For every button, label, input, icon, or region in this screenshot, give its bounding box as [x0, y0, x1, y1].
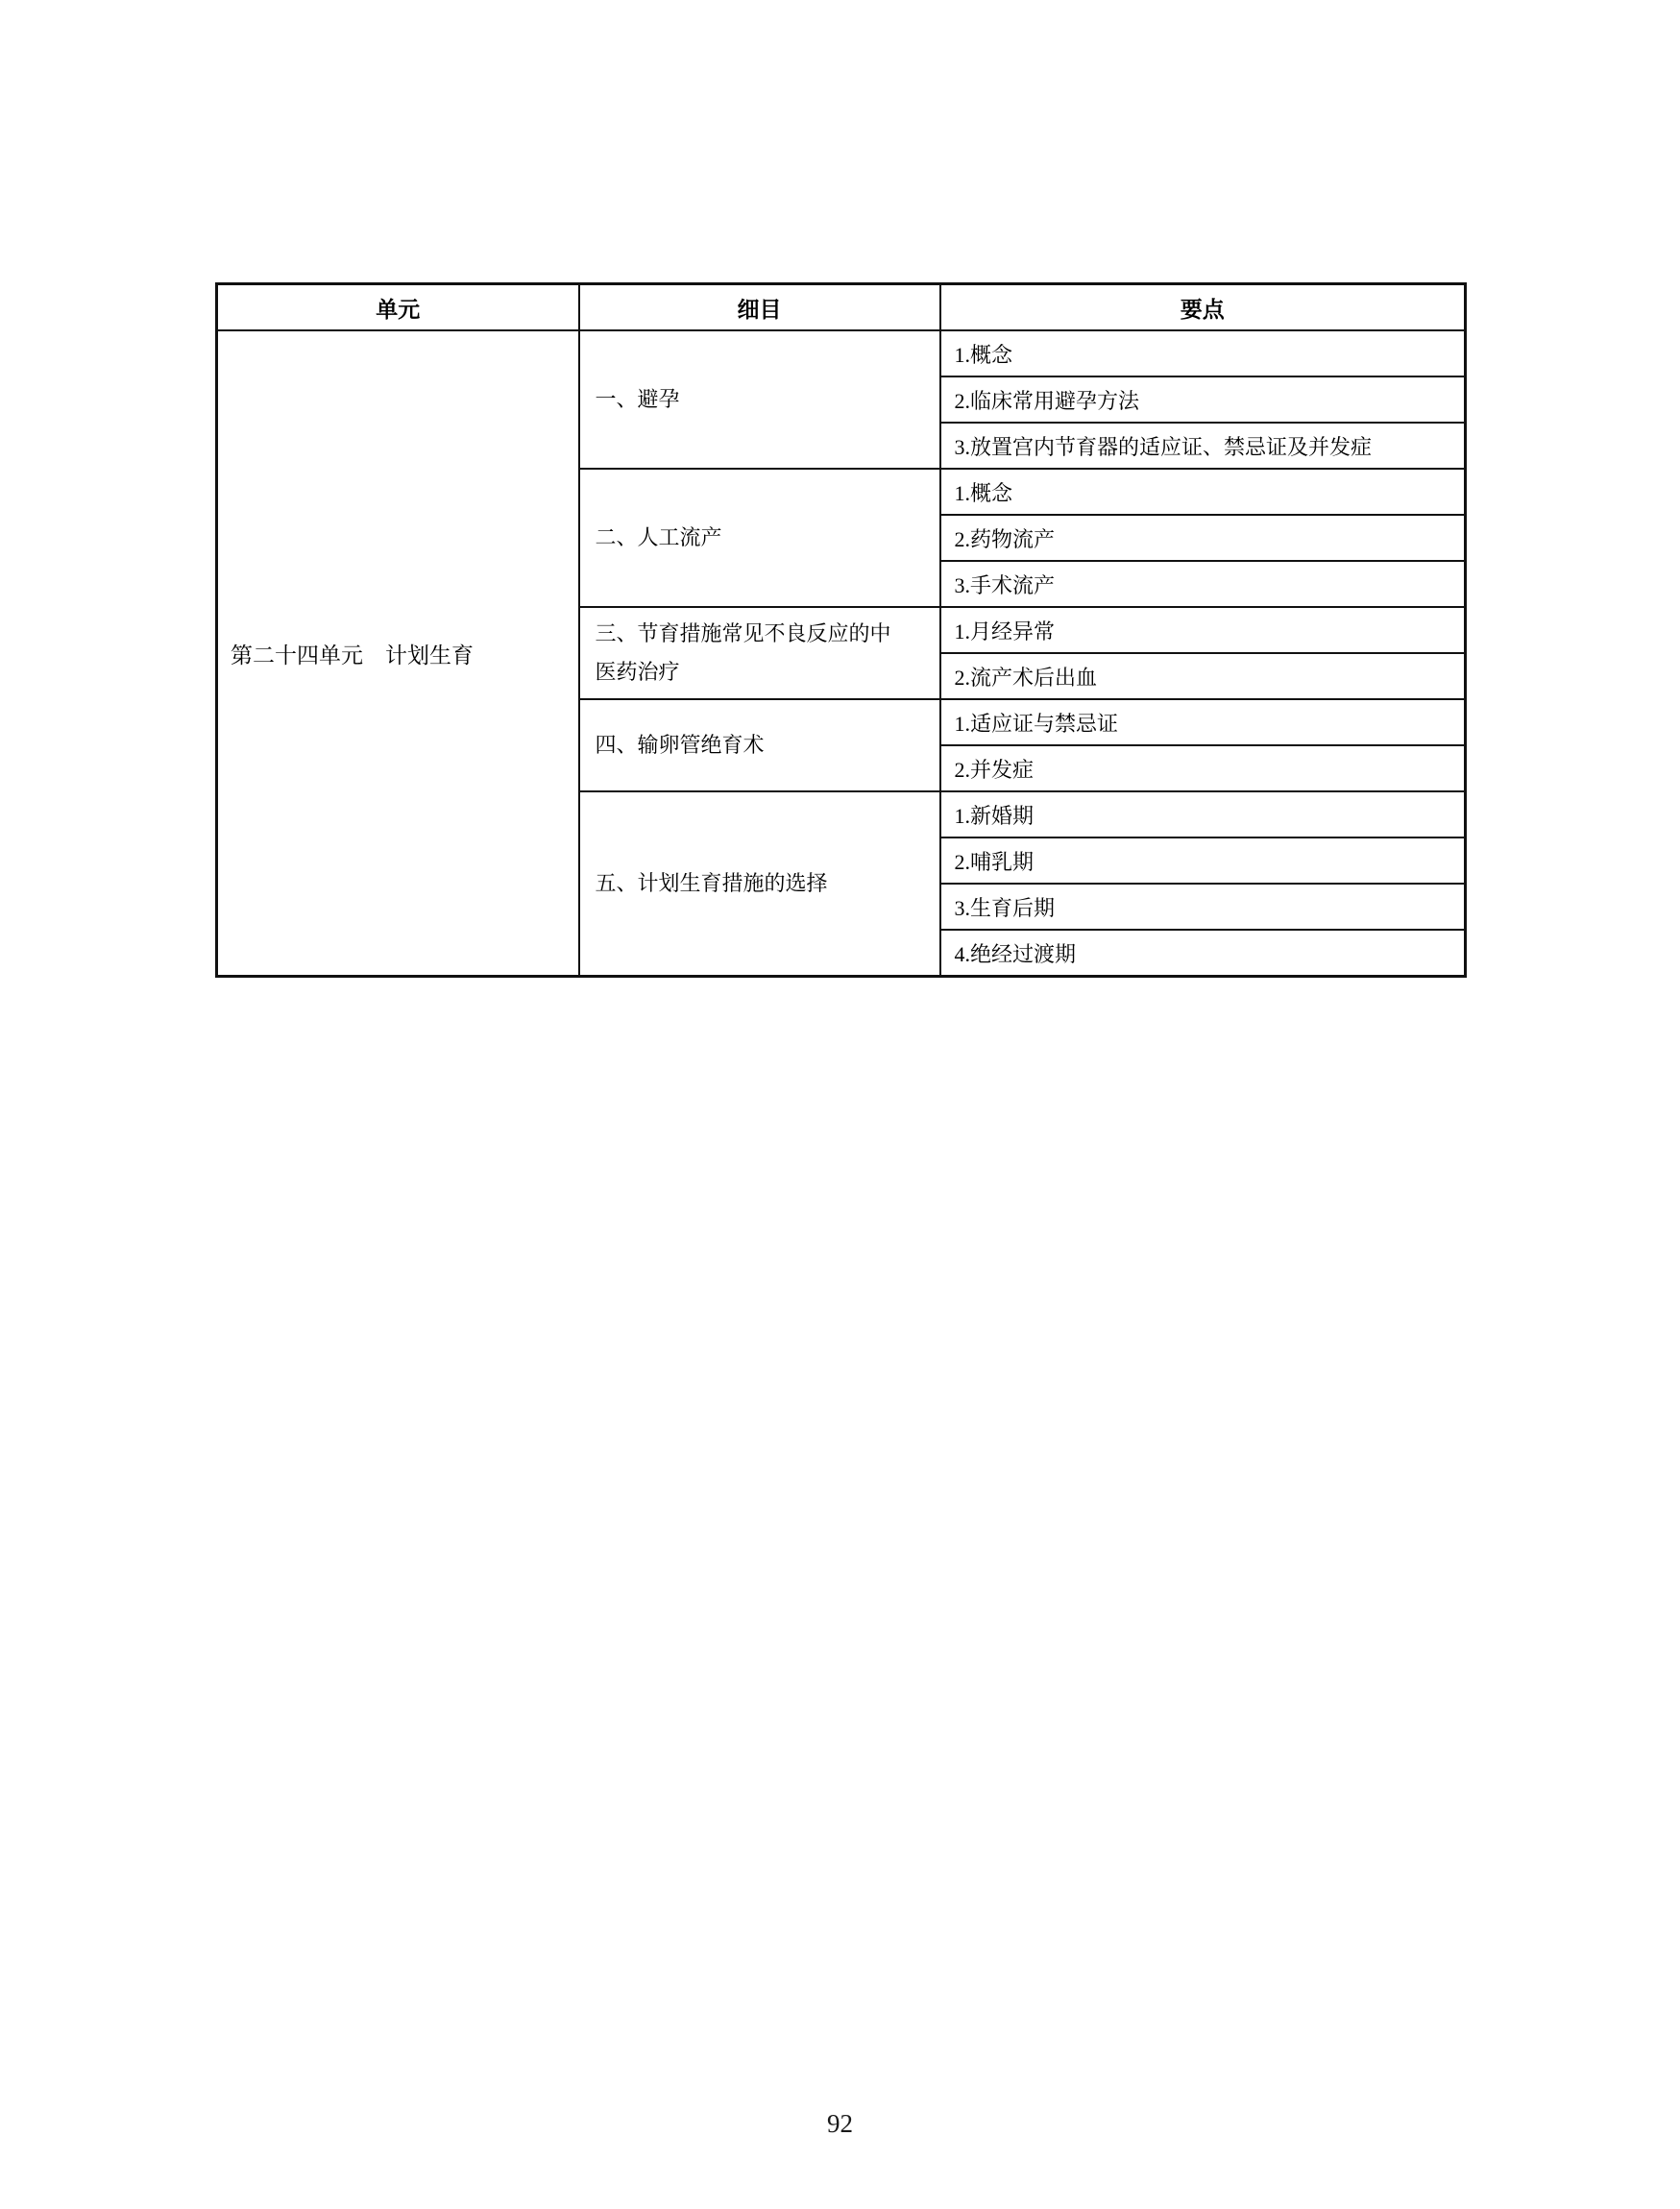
point-cell: 2.哺乳期	[940, 837, 1466, 884]
point-cell: 1.概念	[940, 469, 1466, 515]
point-cell: 1.新婚期	[940, 791, 1466, 837]
point-cell: 2.药物流产	[940, 515, 1466, 561]
header-points: 要点	[940, 284, 1466, 331]
detail-cell: 四、输卵管绝育术	[579, 699, 940, 791]
page-number: 92	[827, 2109, 853, 2138]
point-cell: 2.临床常用避孕方法	[940, 376, 1466, 423]
table-header-row	[217, 284, 1466, 331]
point-cell: 1.概念	[940, 330, 1466, 376]
point-cell: 4.绝经过渡期	[940, 930, 1466, 977]
header-unit: 单元	[217, 284, 579, 331]
detail-cell: 二、人工流产	[579, 469, 940, 607]
point-cell: 2.并发症	[940, 745, 1466, 791]
point-cell: 3.手术流产	[940, 561, 1466, 607]
detail-cell: 五、计划生育措施的选择	[579, 791, 940, 977]
point-cell: 1.适应证与禁忌证	[940, 699, 1466, 745]
point-cell: 3.生育后期	[940, 884, 1466, 930]
table-row	[217, 330, 1466, 376]
point-cell: 2.流产术后出血	[940, 653, 1466, 699]
detail-cell: 三、节育措施常见不良反应的中医药治疗	[579, 607, 940, 699]
point-cell: 3.放置宫内节育器的适应证、禁忌证及并发症	[940, 423, 1466, 469]
header-detail: 细目	[579, 284, 940, 331]
detail-cell: 一、避孕	[579, 330, 940, 469]
syllabus-table	[215, 282, 1467, 978]
point-cell: 1.月经异常	[940, 607, 1466, 653]
unit-cell: 第二十四单元 计划生育	[217, 330, 579, 977]
